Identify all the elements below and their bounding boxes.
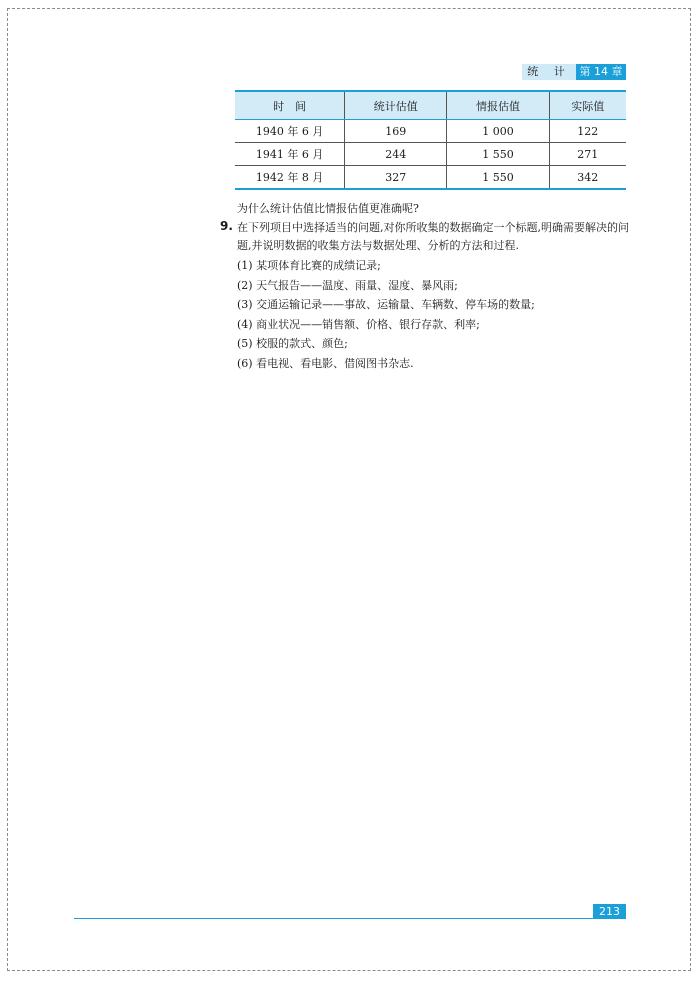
problem-number: 9. [220, 219, 233, 233]
footer-rule [74, 918, 626, 919]
table-cell-actual: 122 [549, 120, 626, 143]
table-header-row [235, 91, 626, 120]
list-item: (4) 商业状况——销售额、价格、银行存款、利率; [237, 317, 480, 331]
page-number: 213 [593, 904, 626, 919]
table-row [235, 120, 626, 143]
table-cell-actual: 342 [549, 166, 626, 190]
question-text: 为什么统计估值比情报估值更准确呢? [237, 202, 419, 215]
table-cell-time: 1942 年 8 月 [235, 166, 345, 190]
chapter-number: 第 14 章 [576, 64, 626, 80]
table-row [235, 143, 626, 166]
list-item: (6) 看电视、看电影、借阅图书杂志. [237, 356, 414, 370]
chapter-header [522, 64, 626, 80]
list-item: (2) 天气报告——温度、雨量、湿度、暴风雨; [237, 278, 458, 292]
table-cell-statistical: 327 [345, 166, 447, 190]
list-item: (5) 校服的款式、颜色; [237, 337, 348, 350]
table-cell-actual: 271 [549, 143, 626, 166]
table-cell-statistical: 244 [345, 143, 447, 166]
column-header-statistical-estimate: 统计估值 [345, 91, 447, 120]
table-cell-intelligence: 1 550 [447, 143, 549, 166]
column-header-time: 时 间 [235, 91, 345, 120]
list-item: (1) 某项体育比赛的成绩记录; [237, 259, 381, 272]
table-cell-statistical: 169 [345, 120, 447, 143]
table-cell-time: 1940 年 6 月 [235, 120, 345, 143]
column-header-actual-value: 实际值 [549, 91, 626, 120]
list-item: (3) 交通运输记录——事故、运输量、车辆数、停车场的数量; [237, 298, 535, 311]
column-header-intelligence-estimate: 情报估值 [447, 91, 549, 120]
chapter-name: 统 计 [522, 64, 576, 80]
estimate-table [235, 90, 626, 190]
problem-items-list [237, 256, 535, 373]
table-cell-time: 1941 年 6 月 [235, 143, 345, 166]
table-row [235, 166, 626, 190]
table-cell-intelligence: 1 000 [447, 120, 549, 143]
problem-text: 在下列项目中选择适当的问题,对你所收集的数据确定一个标题,明确需要解决的问题,并说明数据的收集方法与数据处理、分析的方法和过程. [237, 221, 629, 252]
table-cell-intelligence: 1 550 [447, 166, 549, 190]
